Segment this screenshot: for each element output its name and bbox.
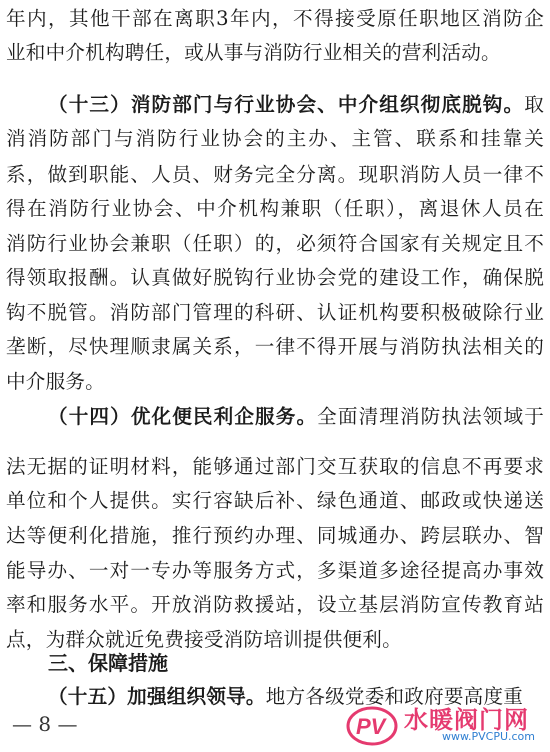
- text-line: 消消防部门与消防行业协会的主办、主管、联系和挂靠关: [6, 127, 544, 150]
- svg-text:PV: PV: [356, 714, 386, 739]
- text-line: 年内，其他干部在离职3年内，不得接受原任职地区消防企: [6, 7, 544, 30]
- watermark-text: 水暖阀门网: [404, 706, 529, 734]
- paragraph-14-tail: 全面清理消防执法领域于: [317, 405, 544, 428]
- watermark-url: www.PVCPU.com: [442, 730, 535, 743]
- paragraph-13-title: （十三）消防部门与行业协会、中介组织彻底脱钩。: [48, 93, 525, 116]
- text-line: 能导办、一对一专办等服务方式，多渠道多途径提高办事效: [6, 559, 544, 582]
- text-line: 垄断，尽快理顺隶属关系，一律不得开展与消防执法相关的: [6, 335, 544, 358]
- paragraph-14-first-line: [48, 402, 544, 432]
- text-line: 得在消防行业协会、中介机构兼职（任职），离退休人员在: [6, 197, 544, 220]
- text-line: 消防行业协会兼职（任职）的，必须符合国家有关规定且不: [6, 232, 544, 255]
- text-line: 达等便利化措施，推行预约办理、同城通办、跨层联办、智: [6, 524, 544, 547]
- text-line: 得领取报酬。认真做好脱钩行业协会党的建设工作，确保脱: [6, 266, 544, 289]
- paragraph-13-first-line: [48, 90, 544, 120]
- text-line: 钩不脱管。消防部门管理的科研、认证机构要积极破除行业: [6, 301, 544, 324]
- text-line: 点，为群众就近免费接受消防培训提供便利。: [6, 628, 402, 651]
- text-line: 系，做到职能、人员、财务完全分离。现职消防人员一律不: [6, 163, 544, 186]
- paragraph-13-tail: 取: [524, 93, 544, 116]
- site-watermark: [346, 700, 546, 750]
- text-line: 法无据的证明材料，能够通过部门交互获取的信息不再要求: [6, 455, 544, 478]
- pv-logo-icon: [346, 700, 406, 750]
- text-line: 率和服务水平。开放消防救援站，设立基层消防宣传教育站: [6, 593, 544, 616]
- text-line: 中介服务。: [6, 370, 105, 393]
- text-line: 业和中介机构聘任，或从事与消防行业相关的营利活动。: [6, 41, 501, 64]
- page-number: — 8 —: [12, 712, 78, 736]
- paragraph-15-title: （十五）加强组织领导。: [48, 685, 266, 708]
- paragraph-14-title: （十四）优化便民利企服务。: [48, 405, 318, 428]
- text-line: 单位和个人提供。实行容缺后补、绿色通道、邮政或快递送: [6, 489, 544, 512]
- paragraph-15-tail: 地方各级党委和政府要高度重: [265, 685, 524, 708]
- section-heading: 三、保障措施: [48, 651, 168, 675]
